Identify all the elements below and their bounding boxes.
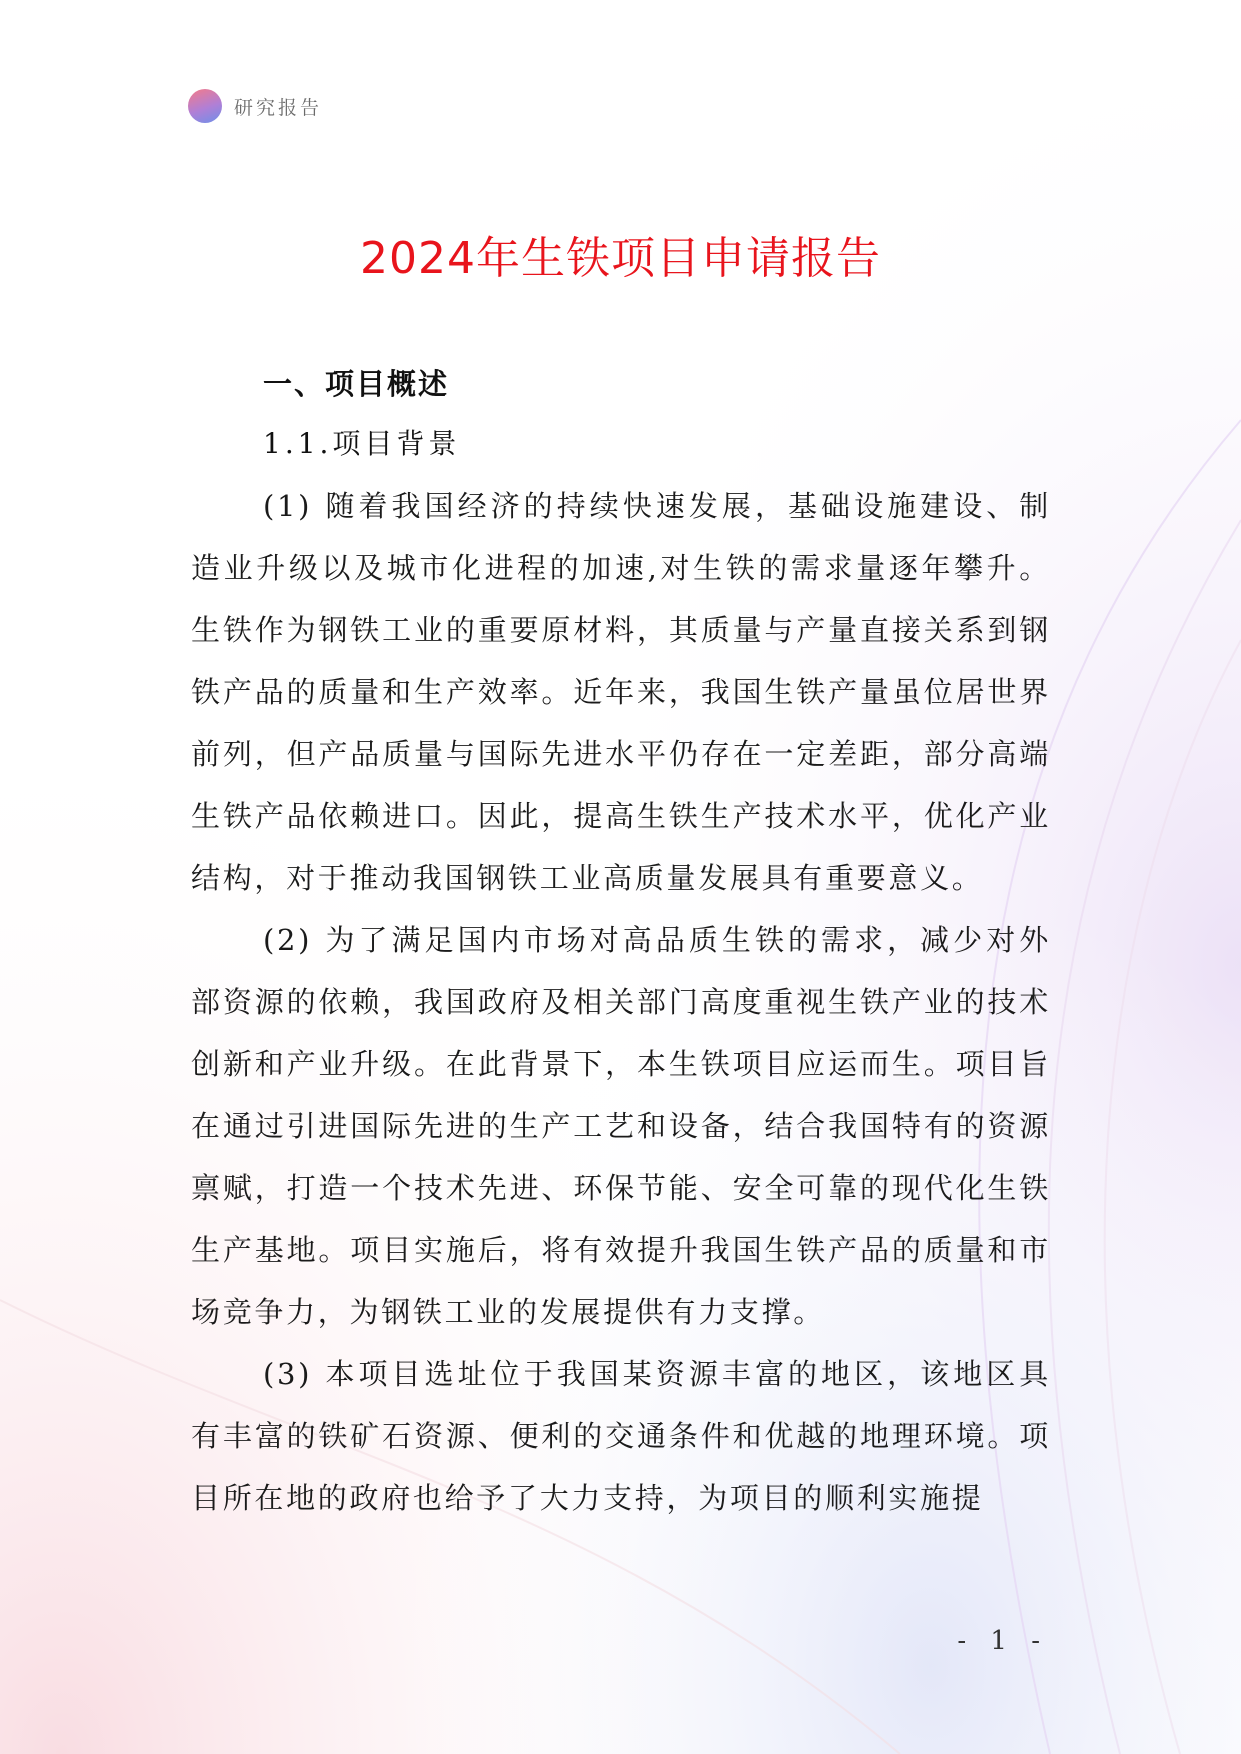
paragraph-1: (1) 随着我国经济的持续快速发展，基础设施建设、制造业升级以及城市化进程的加速,对生铁的需求量逐年攀升。生铁作为钢铁工业的重要原材料，其质量与产量直接关系到钢铁产品的质量和生产效率。近年来，我国生铁产量虽位居世界前列，但产品质量与国际先进水平仍存在一定差距，部分高端生铁产品依赖进口。因此，提高生铁生产技术水平，优化产业结构，对于推动我国钢铁工业高质量发展具有重要意义。 (191, 489, 1051, 895)
page-number: - 1 - (957, 1626, 1048, 1656)
paragraph-2: (2) 为了满足国内市场对高品质生铁的需求，减少对外部资源的依赖，我国政府及相关部门高度重视生铁产业的技术创新和产业升级。在此背景下，本生铁项目应运而生。项目旨在通过引进国际先进的生产工艺和设备，结合我国特有的资源禀赋，打造一个技术先进、环保节能、安全可靠的现代化生铁生产基地。项目实施后，将有效提升我国生铁产品的质量和市场竞争力，为钢铁工业的发展提供有力支撑。 (191, 923, 1051, 1329)
header-label: 研究报告 (234, 96, 323, 119)
paragraph-3: (3) 本项目选址位于我国某资源丰富的地区，该地区具有丰富的铁矿石资源、便利的交通条件和优越的地理环境。项目所在地的政府也给予了大力支持，为项目的顺利实施提 (191, 1357, 1051, 1515)
document-title: 2024年生铁项目申请报告 (360, 233, 881, 284)
document-body (191, 355, 1051, 1529)
report-header (188, 88, 322, 124)
subsection-heading: 1.1.项目背景 (263, 427, 461, 460)
section-heading: 一、项目概述 (263, 367, 450, 401)
logo-icon (188, 89, 222, 123)
